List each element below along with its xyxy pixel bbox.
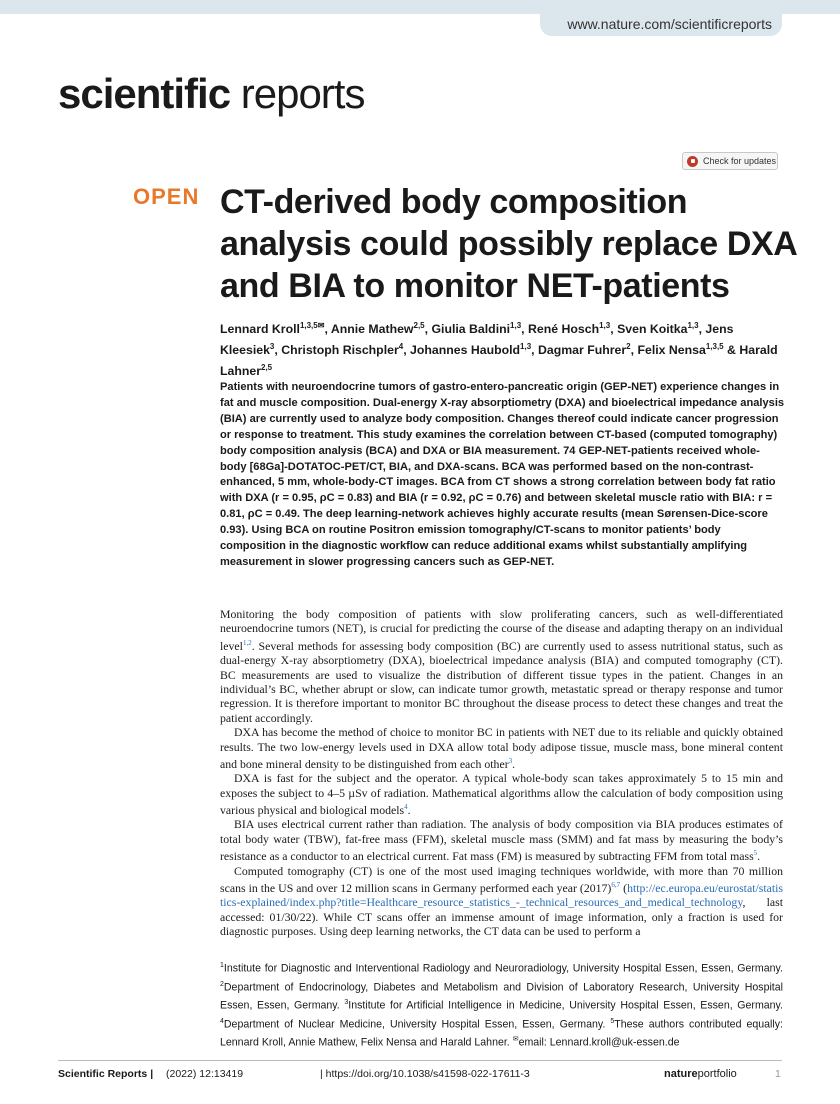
author-separator: , [521, 322, 529, 337]
affil-marker: 1 [220, 962, 224, 969]
eurostat-link[interactable]: http://ec.europa.eu/eurostat/statistics-explained/index.php?title=Healthcare_resource_statistics_-_technical_resources_and_medical_technology [220, 880, 783, 910]
paragraph-text: DXA has become the method of choice to monitor BC in patients with NET due to its reliable and quickly obtained results. The two low-energy levels used in DXA allow total body adipose tissue, muscle mass, bone mineral content and bone mineral density to be distinguished from each other [220, 725, 783, 771]
affil-marker: 4 [220, 1017, 224, 1025]
affiliations [220, 958, 783, 1051]
citation-ref[interactable]: 6,7 [611, 881, 621, 889]
paragraph-5 [220, 864, 783, 939]
author-separator: & [723, 343, 740, 358]
paragraph-text: . Several methods for assessing body composition (BC) are currently used to assess nutritional status, such as dual-energy X-ray absorptiometry (DXA), bioelectrical impedance analysis (BIA) and computed tomography (CT). BC measurements are used to visualize the distribution of different tissue types in the patient. Changes in an individual’s BC, whether abrupt or slow, can indicate tumor growth, metastatic spread or therapy response and tumor regression. It is therefore important to monitor BC throughout the disease process to detect these changes and treat the patient accordingly. [220, 638, 783, 725]
citation-ref[interactable]: 1,2 [242, 638, 252, 647]
author-name[interactable]: Dagmar Fuhrer [538, 343, 627, 358]
author-affiliation: 1,3,5 [705, 342, 724, 352]
affil-text: Department of Endocrinology, Diabetes and Metabolism and Division of Laboratory Research, University Hospital Essen, Essen, Germany. [220, 981, 783, 1012]
journal-url-link[interactable]: www.nature.com/scientificreports [567, 16, 772, 32]
paragraph-text: BIA uses electrical current rather than radiation. The analysis of body composition via BIA produces estimates of total body water (TBW), fat-free mass (FFM), skeletal muscle mass (SMM) and fat mass by measuring the body’s resistance as a conductor to an electrical current. Fat mass (FM) is measured by subtracting FFM from total mass [220, 817, 783, 864]
paragraph-3 [220, 771, 783, 817]
author-name[interactable]: Jens Kleesiek [220, 322, 734, 358]
paragraph-text: . [757, 849, 761, 864]
author-name[interactable]: Giulia Baldini [431, 322, 511, 337]
paragraph-4 [220, 817, 783, 863]
author-list [220, 317, 790, 380]
paragraph-2 [220, 725, 783, 771]
author-separator: , [698, 322, 706, 337]
citation-ref[interactable]: 3 [508, 756, 513, 765]
author-affiliation: 1,3 [599, 321, 611, 330]
email-icon: ✉ [512, 1036, 519, 1044]
paragraph-text: . [512, 756, 516, 771]
author-affiliation: 1,3,5✉ [299, 321, 325, 330]
affil-text: Institute for Artificial Intelligence in Medicine, University Hospital Essen, Essen, Germany. [348, 999, 784, 1012]
open-access-label: OPEN [133, 184, 200, 209]
article-title: CT-derived body composition analysis could possibly replace DXA and BIA to monitor NET-patients [220, 183, 797, 305]
page-number: 1 [775, 1068, 781, 1080]
author-separator: , [531, 343, 539, 358]
brand-light: portfolio [697, 1068, 737, 1080]
paragraph-text: Computed tomography (CT) is one of the most used imaging techniques worldwide, with more than 70 million scans in the US and over 12 million scans in Germany performed each year (2017) [220, 863, 783, 895]
author-affiliation: 1,3 [520, 342, 532, 352]
author-separator: , [424, 322, 432, 337]
citation-ref[interactable]: 4 [404, 803, 408, 812]
paragraph-text: , last accessed: 01/30/22). While CT scans offer an immense amount of image information, only a fraction is used for diagnostic purposes. Using deep learning networks, the CT data can be used to perform a [220, 895, 783, 939]
citation-ref[interactable]: 5 [753, 849, 758, 858]
author-separator: , [324, 322, 331, 337]
crossmark-icon [687, 156, 698, 167]
paragraph-text: . [407, 803, 411, 818]
author-name[interactable]: Christoph Rischpler [281, 343, 399, 358]
check-for-updates-label: Check for updates [703, 156, 777, 166]
author-name[interactable]: Johannes Haubold [410, 343, 521, 358]
paragraph-1 [220, 607, 783, 725]
affil-text: These authors contributed equally: Lennard Kroll, Annie Mathew, Felix Nensa and Harald Lahner. [220, 1018, 783, 1049]
author-name[interactable]: Harald Lahner [220, 343, 778, 379]
author-affiliation: 4 [398, 342, 404, 352]
author-name[interactable]: Annie Mathew [330, 322, 414, 337]
author-name[interactable]: Felix Nensa [637, 343, 706, 358]
paragraph-text: ( [620, 880, 628, 895]
paragraph-text: Monitoring the body composition of patients with slow proliferating cancers, such as well-differentiated neuroendocrine tumors (NET), is crucial for predicting the course of the disease and adapting therapy on an individual level [220, 607, 783, 653]
author-name[interactable]: René Hosch [528, 322, 600, 337]
affil-marker: 5 [610, 1017, 615, 1025]
footer-doi-link[interactable]: | https://doi.org/10.1038/s41598-022-17611-3 [320, 1068, 530, 1080]
author-affiliation: 1,3 [510, 321, 522, 330]
brand-bold: nature [664, 1068, 698, 1080]
author-separator: , [274, 343, 282, 358]
author-name[interactable]: Sven Koitka [617, 322, 688, 337]
logo-bold: scientific [58, 70, 231, 117]
author-separator: , [403, 343, 411, 358]
corresponding-email[interactable]: email: Lennard.kroll@uk-essen.de [518, 1036, 680, 1049]
author-affiliation: 2,5 [413, 321, 425, 330]
nature-portfolio-logo [664, 1068, 737, 1080]
author-affiliation: 2 [626, 342, 631, 352]
footer-journal: Scientific Reports | [58, 1068, 154, 1080]
journal-logo [58, 70, 364, 118]
paragraph-text: DXA is fast for the subject and the operator. A typical whole-body scan takes approximately 5 to 15 min and exposes the subject to 4–5 µSv of radiation. Mathematical algorithms allow the calculation of body composition using various physical and biological models [220, 771, 783, 818]
main-text [220, 607, 783, 939]
affil-text: Department of Nuclear Medicine, University Hospital Essen, Essen, Germany. [223, 1018, 611, 1031]
affil-marker: 3 [344, 999, 349, 1007]
abstract: Patients with neuroendocrine tumors of gastro-entero-pancreatic origin (GEP-NET) experience changes in fat and muscle composition. Dual-energy X-ray absorptiometry (DXA) and bioelectrical impedance analysis (BIA) are currently used to analyze body composition. Changes thereof could indicate cancer progression or response to treatment. This study examines the correlation between CT-based (computed tomography) body composition analysis (BCA) and DXA or BIA measurement. 74 GEP-NET-patients received whole-body [68Ga]-DOTATOC-PET/CT, BIA, and DXA-scans. BCA was performed based on the non-contrast-enhanced, 5 mm, whole-body-CT images. BCA from CT shows a strong correlation between body fat ratio with DXA (r = 0.95, ρC = 0.83) and BIA (r = 0.92, ρC = 0.76) and between skeletal muscle ratio with BIA: r = 0.81, ρC = 0.49. The deep learning-network achieves highly accurate results (mean Sørensen-Dice-score 0.93). Using BCA on routine Positron emission tomography/CT-scans to monitor patients’ body composition in the diagnostic workflow can reduce additional exams whilst substantially amplifying measurement in slower progressing cancers such as GEP-NET. [220, 381, 785, 568]
author-affiliation: 2,5 [261, 363, 273, 373]
affil-marker: 2 [220, 980, 224, 988]
author-affiliation: 1,3 [687, 321, 699, 330]
author-name[interactable]: Lennard Kroll [220, 322, 300, 337]
author-affiliation: 3 [269, 342, 275, 352]
affil-text: Institute for Diagnostic and Interventional Radiology and Neuroradiology, University Hospital Essen, Essen, Germany. [223, 962, 783, 975]
logo-light: reports [230, 70, 365, 117]
author-separator: , [610, 322, 618, 337]
author-separator: , [630, 343, 638, 358]
footer-divider [58, 1060, 782, 1061]
check-for-updates-button[interactable] [682, 152, 778, 170]
footer-volume: (2022) 12:13419 [166, 1068, 244, 1080]
